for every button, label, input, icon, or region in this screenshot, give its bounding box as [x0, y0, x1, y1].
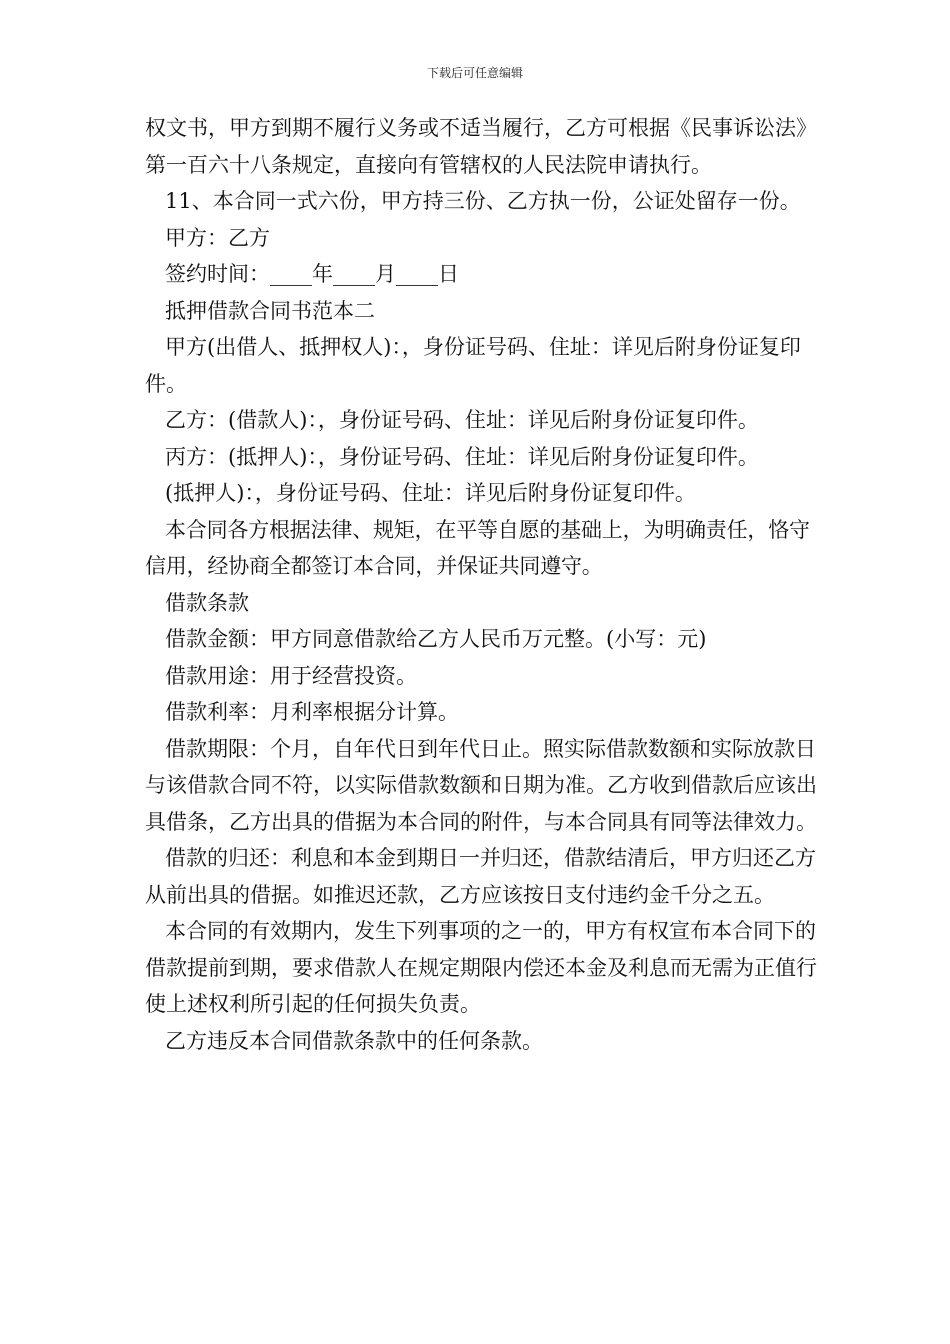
paragraph: 签约时间：____年____月____日 — [165, 262, 459, 286]
paragraph: 甲方(出借人、抵押权人)：，身份证号码、住址：详见后附身份证复印件。 — [145, 335, 801, 396]
paragraph: 乙方：(借款人)：，身份证号码、住址：详见后附身份证复印件。 — [165, 408, 759, 432]
paragraph: (抵押人)：，身份证号码、住址：详见后附身份证复印件。 — [165, 481, 696, 505]
document-body — [145, 110, 825, 1059]
paragraph: 权文书，甲方到期不履行义务或不适当履行，乙方可根据《民事诉讼法》第一百六十八条规定，直接向有管辖权的人民法院申请执行。 — [145, 116, 817, 177]
paragraph: 借款期限：个月，自年代日到年代日止。照实际借款数额和实际放款日与该借款合同不符，以实际借款数额和日期为准。乙方收到借款后应该出具借条，乙方出具的借据为本合同的附件，与本合同具有同等法律效力。 — [145, 736, 817, 834]
page-header: 下载后可任意编辑 — [426, 66, 523, 80]
paragraph: 借款利率：月利率根据分计算。 — [165, 700, 459, 724]
section-title: 借款条款 — [165, 590, 249, 615]
paragraph: 本合同的有效期内，发生下列事项的之一的，甲方有权宣布本合同下的借款提前到期，要求借款人在规定期限内偿还本金及利息而无需为正值行使上述权利所引起的任何损失负责。 — [145, 919, 817, 1016]
paragraph: 借款金额：甲方同意借款给乙方人民币万元整。(小写：元) — [165, 627, 707, 651]
paragraph: 丙方：(抵押人)：，身份证号码、住址：详见后附身份证复印件。 — [165, 444, 759, 469]
paragraph: 本合同各方根据法律、规矩，在平等自愿的基础上，为明确责任，恪守信用，经协商全都签订本合同，并保证共同遵守。 — [145, 517, 810, 578]
paragraph: 甲方：乙方 — [165, 225, 270, 250]
paragraph: 借款的归还：利息和本金到期日一并归还，借款结清后，甲方归还乙方从前出具的借据。如推迟还款，乙方应该按日支付违约金千分之五。 — [145, 846, 816, 907]
paragraph: 乙方违反本合同借款条款中的任何条款。 — [165, 1028, 543, 1053]
paragraph: 11、本合同一式六份，甲方持三份、乙方执一份，公证处留存一份。 — [165, 189, 801, 213]
paragraph: 借款用途：用于经营投资。 — [165, 663, 417, 688]
section-title: 抵押借款合同书范本二 — [165, 298, 375, 323]
